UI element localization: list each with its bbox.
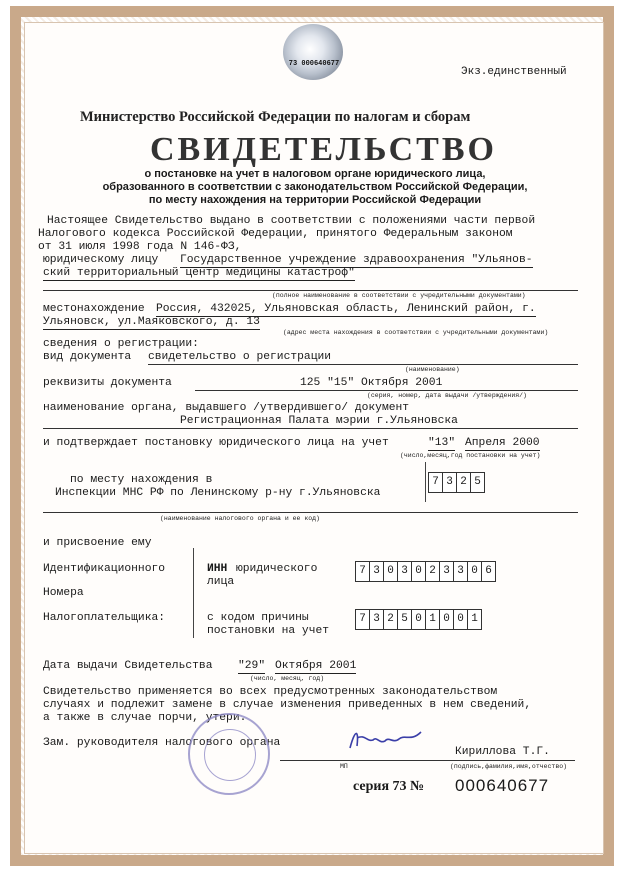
kpp-digit: 0 <box>439 609 454 630</box>
kpp-digit: 3 <box>369 609 384 630</box>
subtitle-line-2: образованного в соответствии с законодательством Российской Федерации, <box>102 181 528 193</box>
inn-digit: 7 <box>355 561 370 582</box>
confirm-date: Апреля 2000 <box>465 437 540 449</box>
tax-organ-code <box>428 472 484 493</box>
inn-left-label-2: Номера <box>43 587 84 599</box>
location-line-1: Россия, 432025, Ульяновская область, Ленинский район, г. <box>156 303 536 315</box>
ministry-name: Министерство Российской Федерации по налогам и сборам <box>80 109 471 125</box>
inn-digit: 3 <box>439 561 454 582</box>
inn-bold: ИНН <box>207 563 228 575</box>
series-label: серия 73 № <box>353 779 425 794</box>
intro-line-1: Настоящее Свидетельство выдано в соответствии с положениями части первой <box>47 215 536 227</box>
inn-left-label-1: Идентификационного <box>43 563 166 575</box>
official-seal-icon <box>188 713 270 795</box>
doc-details-underline <box>195 390 578 391</box>
kpp-digit: 1 <box>467 609 482 630</box>
intro-line-2: Налогового кодекса Российской Федерации, принятого Федеральным законом <box>38 228 513 240</box>
caption-details: (серия, номер, дата выдачи /утверждения/) <box>367 392 527 399</box>
hologram-icon <box>283 24 343 80</box>
inn-digit: 3 <box>453 561 468 582</box>
inn-digit: 3 <box>397 561 412 582</box>
kpp-digits <box>355 609 481 630</box>
copy-label: Экз.единственный <box>461 66 567 78</box>
inn-digit: 2 <box>425 561 440 582</box>
entity-name-line-2: ский территориальный центр медицины катастроф" <box>43 267 355 279</box>
series-number: 000640677 <box>455 776 550 795</box>
caption-name: (наименование) <box>405 366 460 373</box>
deputy-label: Зам. руководителя налогового органа <box>43 737 281 749</box>
certificate-title: СВИДЕТЕЛЬСТВО <box>150 131 497 168</box>
inn-digit: 3 <box>369 561 384 582</box>
reg-info-label: сведения о регистрации: <box>43 338 199 350</box>
hologram-number: 73 000640677 <box>288 60 340 68</box>
code-digit: 3 <box>442 472 457 493</box>
code-digit: 7 <box>428 472 443 493</box>
entity-underline <box>43 290 578 291</box>
subtitle-line-3: по месту нахождения на территории Российской Федерации <box>148 194 482 206</box>
subtitle-line-1: о постановке на учет в налоговом органе юридического лица, <box>144 168 486 180</box>
place-underline <box>43 512 578 513</box>
code-digit: 5 <box>470 472 485 493</box>
kpp-digit: 2 <box>383 609 398 630</box>
caption-full-name: (полное наименование в соответствии с учредительными документами) <box>272 292 526 299</box>
kpp-digit: 7 <box>355 609 370 630</box>
code-bracket <box>425 462 426 502</box>
signer-name: Кириллова Т.Г. <box>455 746 550 758</box>
doc-type-value: свидетельство о регистрации <box>148 351 332 363</box>
issue-day: "29" <box>238 660 266 672</box>
mp-label: МП <box>340 763 348 770</box>
caption-issue-date: (число, месяц, год) <box>250 675 325 682</box>
location-label: местонахождение <box>43 303 145 315</box>
issue-date-label: Дата выдачи Свидетельства <box>43 660 213 672</box>
caption-reg-date: (число,месяц,год постановки на учет) <box>400 452 541 459</box>
inn-digit: 0 <box>467 561 482 582</box>
code-digit: 2 <box>456 472 471 493</box>
inn-digit: 6 <box>481 561 496 582</box>
doc-type-underline <box>148 364 578 365</box>
inn-digit: 0 <box>411 561 426 582</box>
kpp-label-1: с кодом причины <box>207 612 309 624</box>
notice-line-2: случаях и подлежит замене в случае изменения приведенных в нем сведений, <box>43 699 532 711</box>
inn-label-2: лица <box>207 576 235 588</box>
entity-name-line-1: Государственное учреждение здравоохранения "Ульянов- <box>180 254 533 266</box>
inn-digit: 0 <box>383 561 398 582</box>
doc-details-value: 125 "15" Октября 2001 <box>300 377 443 389</box>
place-value: Инспекции МНС РФ по Ленинскому р-ну г.Ульяновска <box>55 487 381 499</box>
signature-underline <box>280 760 575 761</box>
issuer-label: наименование органа, выдавшего /утвердившего/ документ <box>43 402 410 414</box>
issuer-underline <box>43 428 578 429</box>
kpp-label-2: постановки на учет <box>207 625 330 637</box>
inn-divider <box>193 548 194 638</box>
place-label: по месту нахождения в <box>70 474 213 486</box>
kpp-digit: 5 <box>397 609 412 630</box>
confirm-day: "13" <box>428 437 456 449</box>
notice-line-1: Свидетельство применяется во всех предусмотренных законодательством <box>43 686 498 698</box>
location-line-2: Ульяновск, ул.Маяковского, д. 13 <box>43 316 260 328</box>
assign-label: и присвоение ему <box>43 537 152 549</box>
caption-address: (адрес места нахождения в соответствии с учредительными документами) <box>283 329 549 336</box>
signature-icon <box>345 724 425 754</box>
confirm-label: и подтверждает постановку юридического лица на учет <box>43 437 389 449</box>
inn-label-1: юридического <box>236 563 318 575</box>
entity-prefix: юридическому лицу <box>43 254 159 266</box>
caption-tax-organ: (наименование налогового органа и ее код) <box>160 515 320 522</box>
inn-digits <box>355 561 495 582</box>
kpp-digit: 1 <box>425 609 440 630</box>
doc-type-label: вид документа <box>43 351 132 363</box>
caption-signature: (подпись,фамилия,имя,отчество) <box>450 763 568 770</box>
notice-line-3: а также в случае порчи, утери. <box>43 712 247 724</box>
issuer-value: Регистрационная Палата мэрии г.Ульяновска <box>180 415 458 427</box>
intro-line-3: от 31 июля 1998 года N 146-ФЗ, <box>38 241 242 253</box>
doc-details-label: реквизиты документа <box>43 377 172 389</box>
issue-date: Октября 2001 <box>275 660 357 672</box>
kpp-digit: 0 <box>411 609 426 630</box>
kpp-digit: 0 <box>453 609 468 630</box>
inn-left-label-3: Налогоплательщика: <box>43 612 166 624</box>
